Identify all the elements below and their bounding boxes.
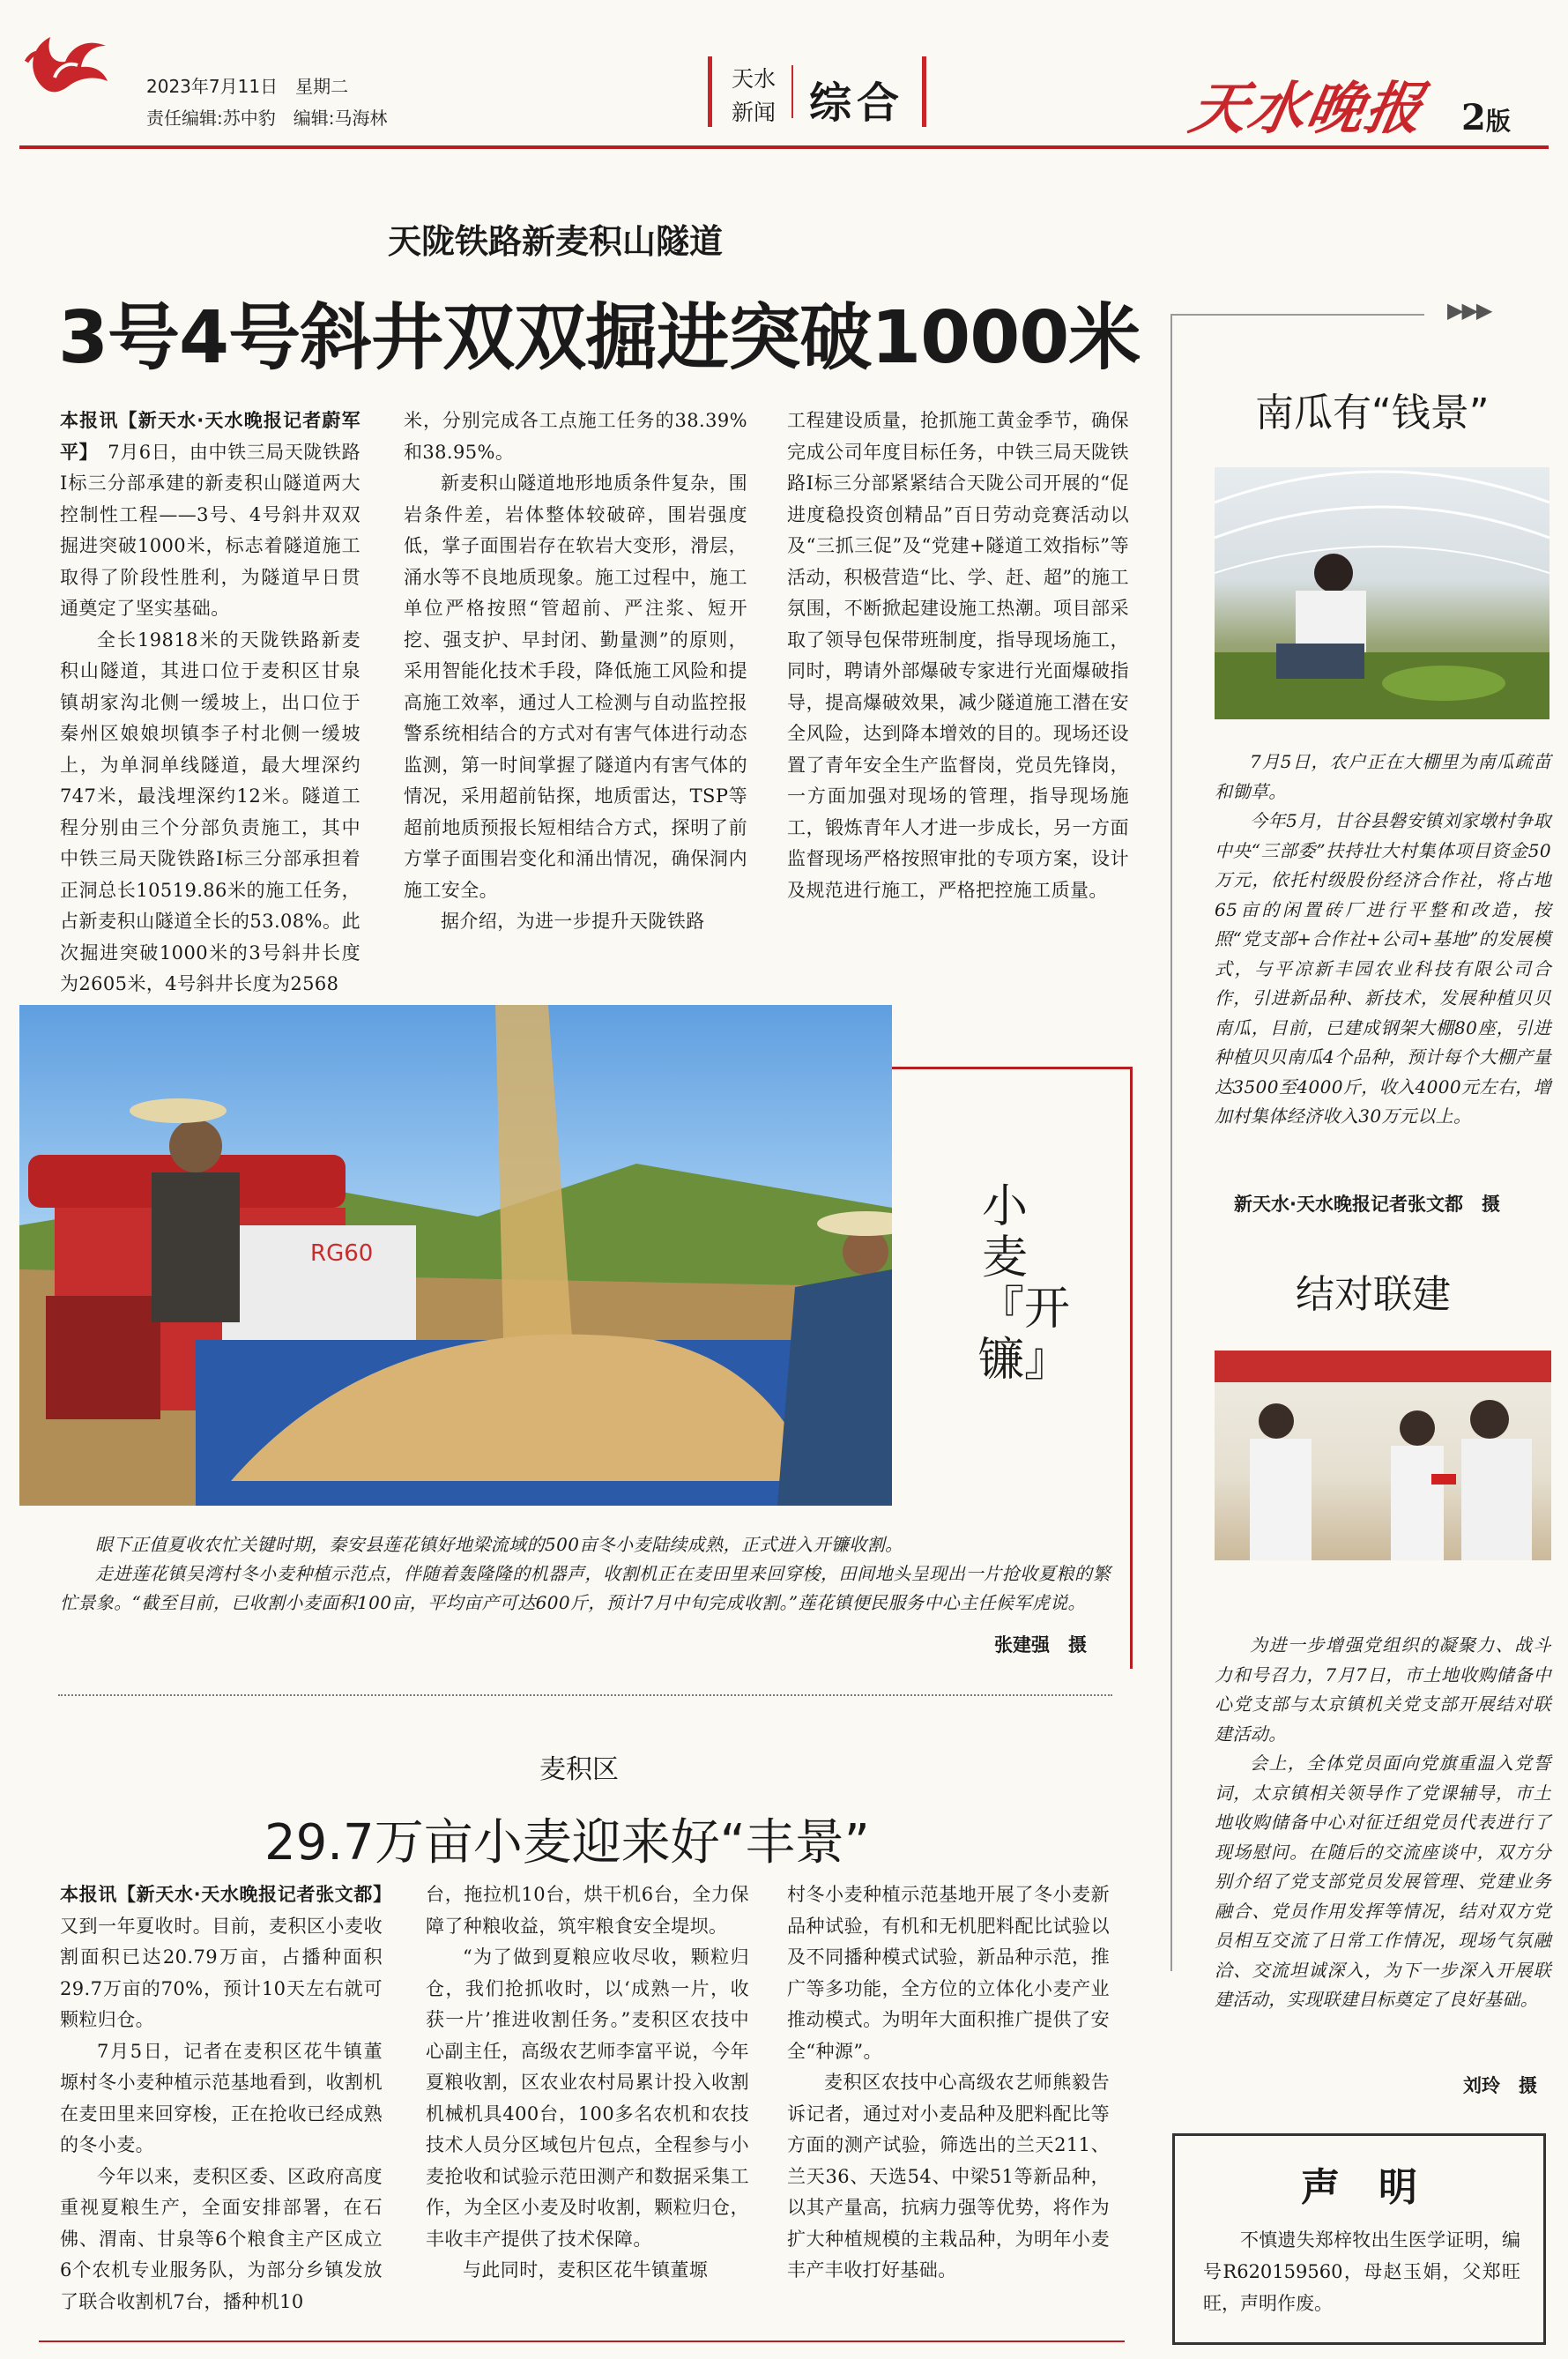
story-column-3 <box>787 1879 1110 2287</box>
caption-paragraph: 今年5月，甘谷县磐安镇刘家墩村争取中央“三部委”扶持壮大村集体项目资金50万元，依托村级股份经济合作社，将占地65亩的闲置砖厂进行平整和改造，按照“党支部+合作社+公司+基地”的发展模式，与平凉新丰园农业科技有限公司合作，引进新品种、新技术，发展种植贝贝南瓜，目前，已建成钢架大棚80座，引进种植贝贝南瓜4个品种，预计每个大棚产量达3500至4000斤，收入4000元左右，增加村集体经济收入30万元以上。 <box>1215 810 1551 1127</box>
caption-paragraph: 为进一步增强党组织的凝聚力、战斗力和号召力，7月7日，市土地收购储备中心党支部与太京镇机关党支部开展结对联建活动。 <box>1215 1634 1551 1745</box>
photo-credit: 张建强 摄 <box>994 1634 1087 1656</box>
caption-paragraph: 7月5日，农户正在大棚里为南瓜疏苗和锄草。 <box>1215 751 1551 802</box>
sidebar-top-rule <box>1172 314 1424 316</box>
bottom-rule-left <box>39 2340 1125 2342</box>
story-column-2 <box>404 406 747 938</box>
story-column-3 <box>787 406 1129 906</box>
caption-paragraph: 会上，全体党员面向党旗重温入党誓词，太京镇相关领导作了党课辅导，市土地收购储备中心对征迁组党员代表进行了现场慰问。在随后的交流座谈中，双方分别介绍了党支部党员发展管理、党建业务融合、党员作用发挥等情况，结对双方党员相互交流了日常工作情况，现场气氛融洽、交流坦诚深入，为下一步深入开展联建活动，实现联建目标奠定了良好基础。 <box>1215 1753 1551 2010</box>
header-rule <box>19 145 1549 149</box>
feature-vertical-title <box>978 1180 1071 1387</box>
caption-paragraph: 眼下正值夏收农忙关键时期，秦安县莲花镇好地梁流域的500亩冬小麦陆续成熟，正式进入开镰收割。 <box>95 1534 903 1555</box>
section-bar-right <box>922 56 926 127</box>
wheat-harvest-photo <box>19 1005 892 1506</box>
paragraph: 又到一年夏收时。目前，麦积区小麦收割面积已达20.79万亩，占播种面积29.7万亩的70%，预计10天左右就可颗粒归仓。 <box>60 1915 383 2030</box>
section-small-1: 天水 <box>732 66 777 92</box>
editors-line: 责任编辑:苏中豹 编辑:马海林 <box>146 108 388 129</box>
paragraph: 全长19818米的天陇铁路新麦积山隧道，其进口位于麦积区甘泉镇胡家沟北侧一缓坡上，出口位于秦州区娘娘坝镇李子村北侧一缓坡上，为单洞单线隧道，最大埋深约747米，最浅埋深约12米。隧道工程分别由三个分部负责施工，其中中铁三局天陇铁路Ⅰ标三分部承担着正洞总长10519.86米的施工任务，占新麦积山隧道全长的53.08%。此次掘进突破1000米的3号斜井长度为2605米，4号斜井长度为2568 <box>60 629 360 994</box>
vertical-title-text: 小麦『开镰』 <box>978 1180 1071 1387</box>
section-bar-left <box>708 56 712 127</box>
story-kicker: 麦积区 <box>539 1754 619 1785</box>
story-column-2 <box>426 1879 749 2287</box>
sidebar-caption-pairing <box>1215 1631 1551 2015</box>
story-byline: 本报讯【新天水·天水晚报记者蔚军平】 <box>60 410 360 463</box>
feature-caption <box>60 1530 1111 1618</box>
paragraph: 新麦积山隧道地形地质条件复杂，围岩条件差，岩体整体较破碎，围岩强度低，掌子面围岩存在软岩大变形，滑层，涌水等不良地质现象。施工过程中，施工单位严格按照“管超前、严注浆、短开挖、强支护、早封闭、勤量测”的原则，采用智能化技术手段，降低施工风险和提高施工效率，通过人工检测与自动监控报警系统相结合的方式对有害气体进行动态监测，第一时间掌握了隧道内有害气体的情况，采用超前钻探，地质雷达，TSP等超前地质预报长短相结合方式，探明了前方掌子面围岩变化和涌出情况，确保洞内施工安全。 <box>404 473 747 901</box>
sidebar-title-pairing: 结对联建 <box>1296 1272 1451 1317</box>
story-kicker: 天陇铁路新麦积山隧道 <box>388 221 724 261</box>
paragraph: 工程建设质量，抢抓施工黄金季节，确保完成公司年度目标任务，中铁三局天陇铁路Ⅰ标三分部紧紧结合天陇公司开展的“促进度稳投资创精品”百日劳动竞赛活动以及“三抓三促”及“党建+隧道工效指标”等活动，积极营造“比、学、赶、超”的施工氛围，不断掀起建设施工热潮。项目部采取了领导包保带班制度，指导现场施工，同时，聘请外部爆破专家进行光面爆破指导，提高爆破效果，减少隧道施工潜在安全风险，达到降本增效的目的。现场还设置了青年安全生产监督岗，党员先锋岗，一方面加强对现场的管理，指导现场施工，锻炼青年人才进一步成长，另一方面监督现场严格按照审批的专项方案，设计及规范进行施工，严格把控施工质量。 <box>787 410 1129 901</box>
dotted-divider <box>58 1694 1112 1696</box>
notice-title: 声 明 <box>1301 2165 1417 2210</box>
paper-name: 天水晚报 <box>1185 76 1430 142</box>
paragraph: 麦积区农技中心高级农艺师熊毅告诉记者，通过对小麦品种及肥料配比等方面的测产试验，筛选出的兰天211、兰天36、天选54、中梁51等新品种，以其产量高，抗病力强等优势，将作为扩大种植规模的主栽品种，为明年小麦丰产丰收打好基础。 <box>787 2072 1110 2281</box>
machine-label: RG60 <box>310 1240 374 1267</box>
paragraph: 与此同时，麦积区花牛镇董塬 <box>463 2259 709 2281</box>
paragraph: 据介绍，为进一步提升天陇铁路 <box>441 911 705 932</box>
feature-frame-top <box>881 1067 1132 1069</box>
page-number-digit: 2 <box>1461 97 1486 138</box>
triangle-arrow-icon: ▶▶▶ <box>1447 298 1491 323</box>
story-column-1 <box>60 406 360 1001</box>
pumpkin-greenhouse-photo <box>1215 467 1549 719</box>
paragraph: 台，拖拉机10台，烘干机6台，全力保障了种粮收益，筑牢粮食安全堤坝。 <box>426 1884 749 1937</box>
story-column-1 <box>60 1879 383 2318</box>
pairing-meeting-photo <box>1215 1351 1551 1560</box>
photo-credit: 刘玲 摄 <box>1463 2075 1537 2096</box>
paragraph: 今年以来，麦积区委、区政府高度重视夏粮生产，全面安排部署，在石佛、渭南、甘泉等6个粮食主产区成立6个农机专业服务队，为部分乡镇发放了联合收割机7台，播种机10 <box>60 2165 383 2312</box>
page-number <box>1461 97 1511 138</box>
issue-date: 2023年7月11日 星期二 <box>146 76 349 97</box>
paragraph: “为了做到夏粮应收尽收，颗粒归仓，我们抢抓收时，以‘成熟一片，收获一片’推进收割任务。”麦积区农技中心副主任，高级农艺师李富平说，今年夏粮收割，区农业农村局累计投入收割机械机具400台，100多名农机和农技技术人员分区域包片包点，全程参与小麦抢收和试验示范田测产和数据采集工作，为全区小麦及时收割，颗粒归仓，丰收丰产提供了技术保障。 <box>426 1946 749 2250</box>
feature-frame-right <box>1130 1067 1133 1669</box>
paragraph: 村冬小麦种植示范基地开展了冬小麦新品种试验，有机和无机肥料配比试验以及不同播种模式试验，新品种示范，推广等多功能，全方位的立体化小麦产业推动模式。为明年大面积推广提供了安全“种源”。 <box>787 1884 1110 2062</box>
paragraph: 7月5日，记者在麦积区花牛镇董塬村冬小麦种植示范基地看到，收割机在麦田里来回穿梭，正在抢收已经成熟的冬小麦。 <box>60 2040 383 2155</box>
story-byline: 本报讯【新天水·天水晚报记者张文都】 <box>60 1884 383 1905</box>
story-headline: 3号4号斜井双双掘进突破1000米 <box>58 296 1141 380</box>
phoenix-logo-icon <box>19 26 116 106</box>
section-divider <box>791 65 793 118</box>
paragraph: 7月6日，由中铁三局天陇铁路Ⅰ标三分部承建的新麦积山隧道两大控制性工程——3号、4号斜井双双掘进突破1000米，标志着隧道施工取得了阶段性胜利，为隧道早日贯通奠定了坚实基础。 <box>60 441 360 619</box>
caption-paragraph: 走进莲花镇吴湾村冬小麦种植示范点，伴随着轰隆隆的机器声，收割机正在麦田里来回穿梭，田间地头呈现出一片抢收夏粮的繁忙景象。“截至目前，已收割小麦面积100亩，平均亩产可达600斤，预计7月中旬完成收割。”莲花镇便民服务中心主任候军虎说。 <box>60 1563 1111 1613</box>
photo-credit: 新天水·天水晚报记者张文都 摄 <box>1234 1194 1500 1215</box>
page-number-suffix: 版 <box>1485 107 1511 136</box>
story-headline: 29.7万亩小麦迎来好“丰景” <box>264 1814 870 1872</box>
section-small-2: 新闻 <box>732 100 777 125</box>
notice-box <box>1172 2133 1546 2345</box>
sidebar-left-rule <box>1170 314 1172 1971</box>
sidebar-title-pumpkin: 南瓜有“钱景” <box>1255 391 1490 435</box>
notice-body: 不慎遗失郑梓牧出生医学证明，编号R620159560，母赵玉娟，父郑旺旺，声明作废。 <box>1203 2229 1520 2314</box>
sidebar-caption-pumpkin <box>1215 748 1551 1132</box>
paragraph: 米，分别完成各工点施工任务的38.39%和38.95%。 <box>404 410 747 463</box>
section-name: 综合 <box>809 78 905 128</box>
